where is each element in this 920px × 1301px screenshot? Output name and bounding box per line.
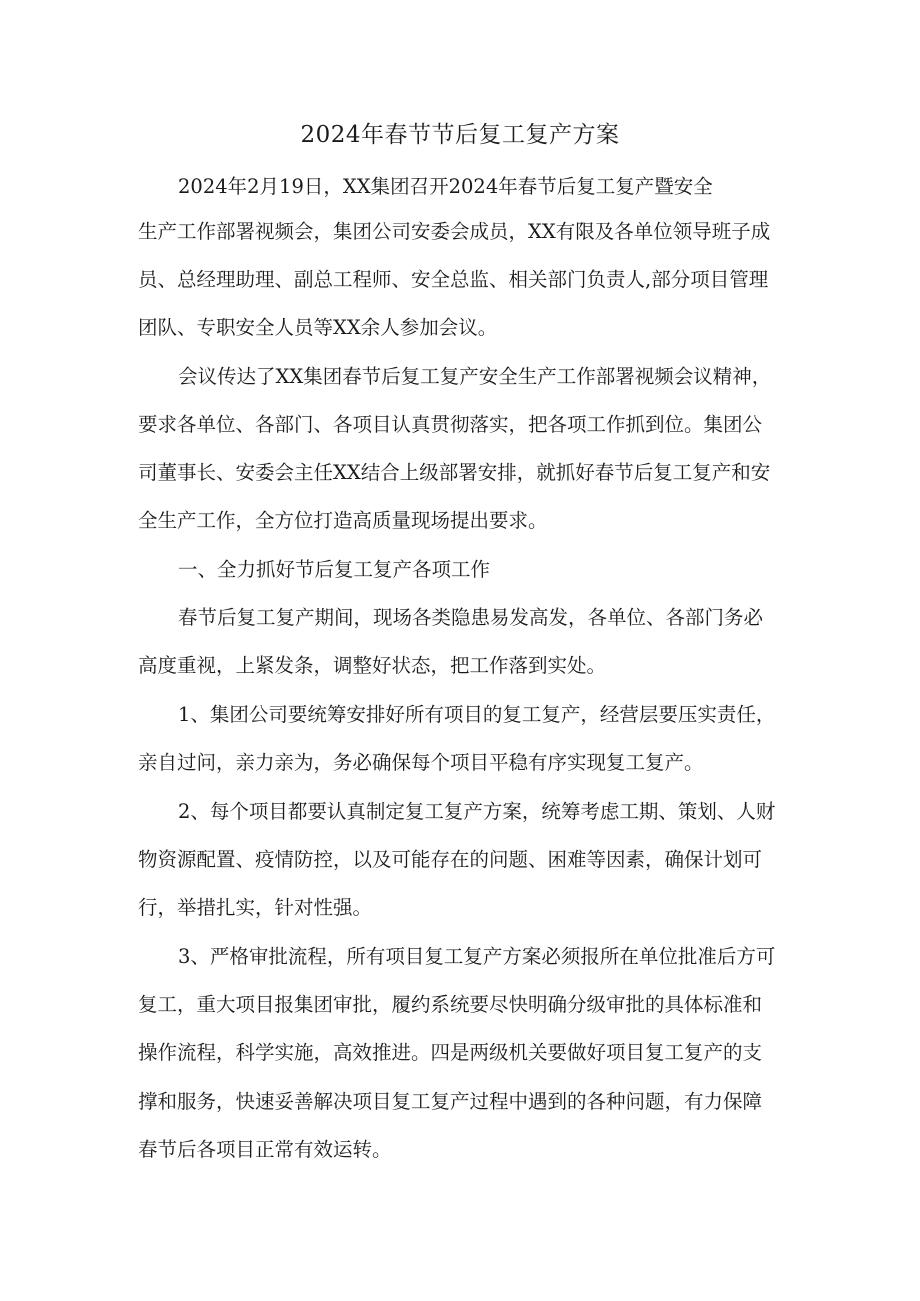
- item-3-line-3: 操作流程，科学实施，高效推进。四是两级机关要做好项目复工复产的支: [138, 1041, 763, 1064]
- document-title: 2024年春节节后复工复产方案: [300, 122, 620, 148]
- paragraph-2-line-4: 全生产工作，全方位打造高质量现场提出要求。: [138, 509, 548, 532]
- item-3-line-2: 复工，重大项目报集团审批，履约系统要尽快明确分级审批的具体标准和: [138, 993, 763, 1016]
- item-2-line-2: 物资源配置、疫情防控，以及可能存在的问题、困难等因素，确保计划可: [138, 848, 763, 871]
- paragraph-2-line-1: 会议传达了XX集团春节后复工复产安全生产工作部署视频会议精神，: [178, 365, 772, 388]
- item-1-line-1: 1、集团公司要统筹安排好所有项目的复工复产，经营层要压实责任，: [178, 703, 776, 726]
- item-1-line-2: 亲自过问，亲力亲为，务必确保每个项目平稳有序实现复工复产。: [138, 751, 704, 774]
- paragraph-3-line-2: 高度重视，上紧发条，调整好状态，把工作落到实处。: [138, 654, 607, 677]
- paragraph-3-line-1: 春节后复工复产期间，现场各类隐患易发高发，各单位、各部门务必: [178, 606, 764, 629]
- item-2-line-3: 行，举措扎实，针对性强。: [138, 896, 373, 919]
- section-heading-1: 一、全力抓好节后复工复产各项工作: [178, 558, 491, 581]
- paragraph-1-line-1: 2024年2月19日，XX集团召开2024年春节后复工复产暨安全: [178, 175, 713, 198]
- item-3-line-5: 春节后各项目正常有效运转。: [138, 1138, 392, 1161]
- item-3-line-1: 3、严格审批流程，所有项目复工复产方案必须报所在单位批准后方可: [178, 945, 776, 968]
- item-2-line-1: 2、每个项目都要认真制定复工复产方案，统筹考虑工期、策划、人财: [178, 800, 776, 823]
- paragraph-1-line-3: 员、总经理助理、副总工程师、安全总监、相关部门负责人,部分项目管理: [138, 268, 769, 291]
- item-3-line-4: 撑和服务，快速妥善解决项目复工复产过程中遇到的各种问题，有力保障: [138, 1090, 763, 1113]
- paragraph-1-line-4: 团队、专职安全人员等XX余人参加会议。: [138, 316, 498, 339]
- paragraph-1-line-2: 生产工作部署视频会，集团公司安委会成员，XX有限及各单位领导班子成: [138, 220, 771, 243]
- paragraph-2-line-3: 司董事长、安委会主任XX结合上级部署安排，就抓好春节后复工复产和安: [138, 461, 771, 484]
- paragraph-2-line-2: 要求各单位、各部门、各项目认真贯彻落实，把各项工作抓到位。集团公: [138, 413, 763, 436]
